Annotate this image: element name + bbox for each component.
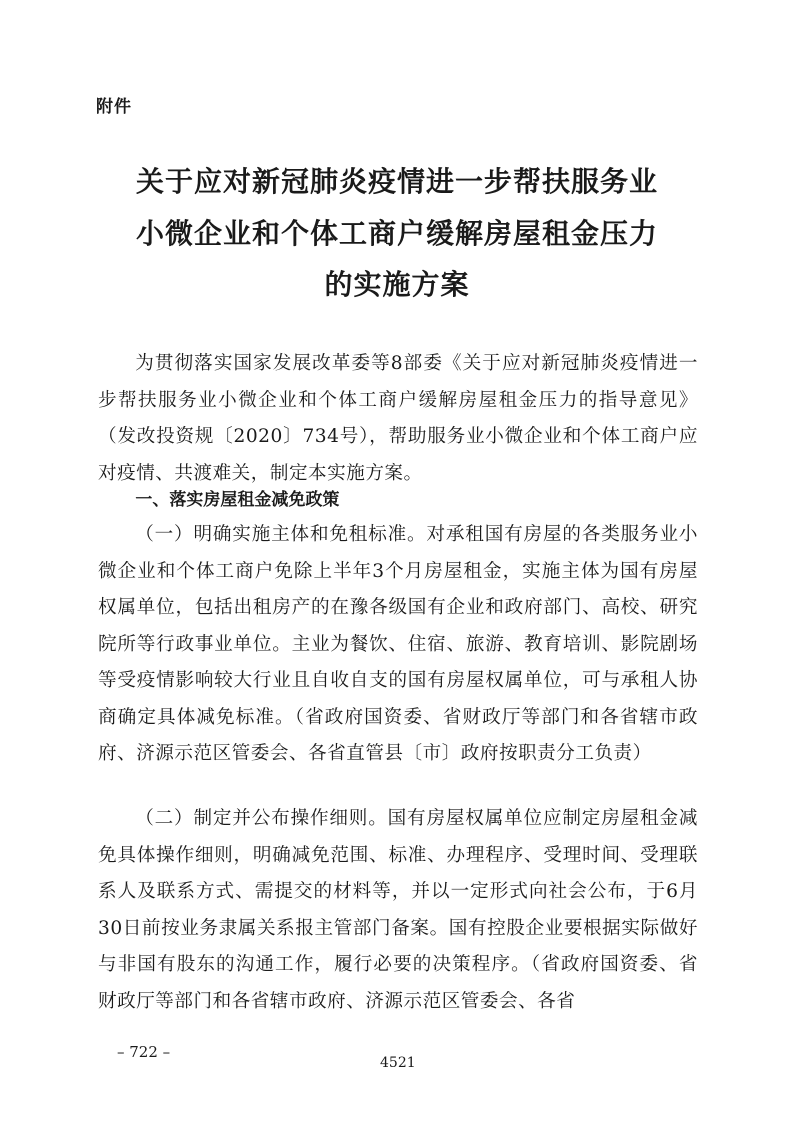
intro-paragraph: 为贯彻落实国家发展改革委等8部委《关于应对新冠肺炎疫情进一步帮扶服务业小微企业和个体工商户缓解房屋租金压力的指导意见》（发改投资规〔2020〕734号），帮助服务业小微企业和个体工商户应对疫情、共渡难关，制定本实施方案。 — [98, 353, 698, 484]
item-1-paragraph: （一）明确实施主体和免租标准。对承租国有房屋的各类服务业小微企业和个体工商户免除上半年3个月房屋租金，实施主体为国有房屋权属单位，包括出租房产的在豫各级国有企业和政府部门、高校、研究院所等行政事业单位。主业为餐饮、住宿、旅游、教育培训、影院剧场等受疫情影响较大行业且自收自支的国有房屋权属单位，可与承租人协商确定具体减免标准。（省政府国资委、省财政厅等部门和各省辖市政府、济源示范区管委会、各省直管县〔市〕政府按职责分工负责） — [98, 524, 698, 764]
document-title-line-2: 小微企业和个体工商户缓解房屋租金压力 — [135, 217, 658, 250]
document-title-line-1: 关于应对新冠肺炎疫情进一步帮扶服务业 — [135, 165, 658, 198]
section-heading-1: 一、落实房屋租金减免政策 — [135, 490, 340, 510]
document-title-line-3: 的实施方案 — [324, 268, 470, 301]
sheet-number: 4521 — [380, 1055, 416, 1071]
page-number: – 722 – — [117, 1043, 171, 1061]
attachment-label: 附件 — [96, 97, 132, 117]
item-2-paragraph: （二）制定并公布操作细则。国有房屋权属单位应制定房屋租金减免具体操作细则，明确减免范围、标准、办理程序、受理时间、受理联系人及联系方式、需提交的材料等，并以一定形式向社会公布，于6月30日前按业务隶属关系报主管部门备案。国有控股企业要根据实际做好与非国有股东的沟通工作，履行必要的决策程序。（省政府国资委、省财政厅等部门和各省辖市政府、济源示范区管委会、各省 — [98, 808, 698, 1012]
